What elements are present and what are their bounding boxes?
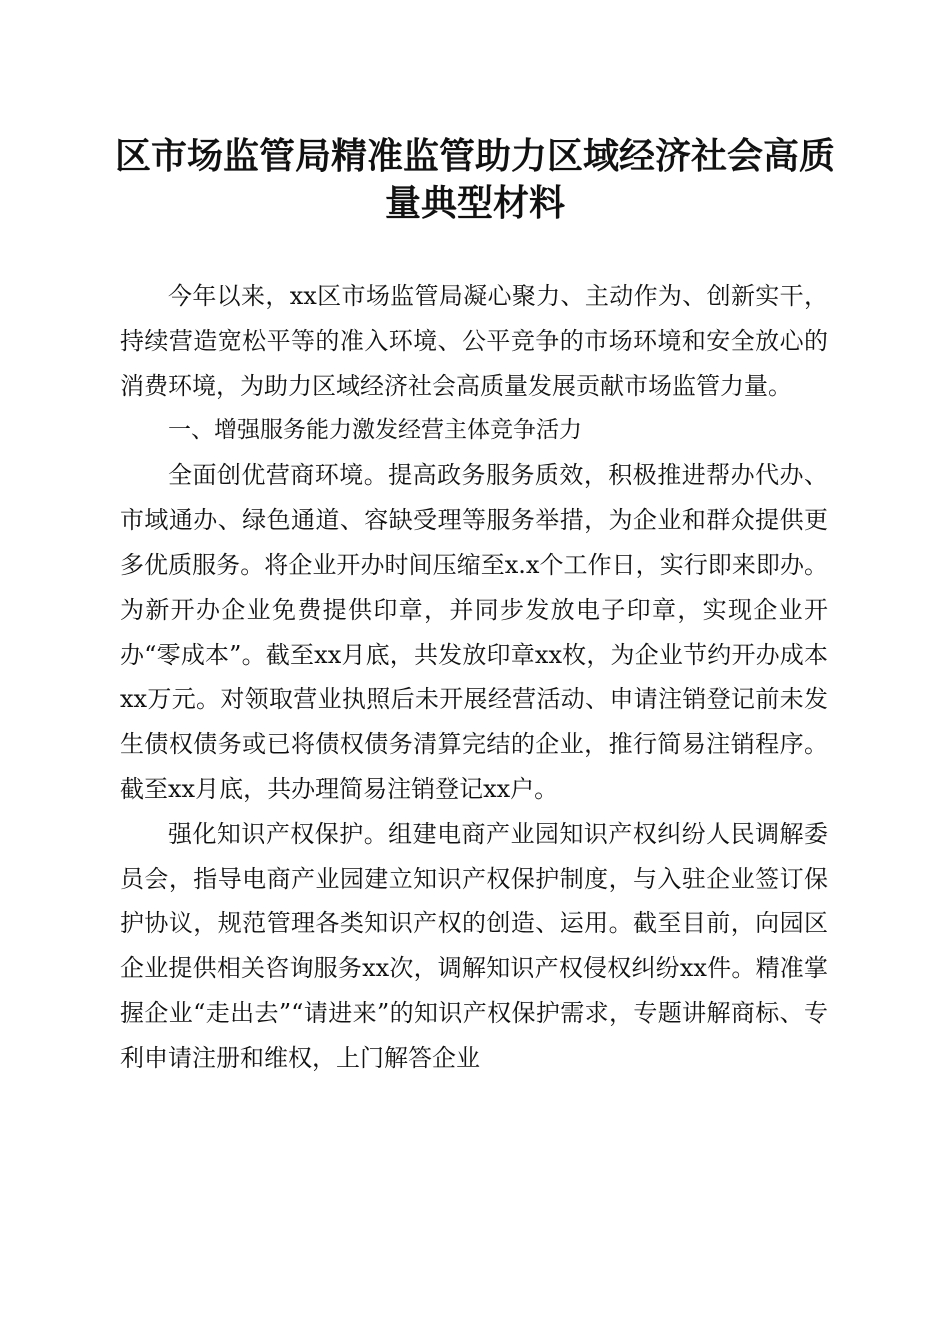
title-line-2: 量典型材料 [384,182,565,224]
document-body [120,274,828,1081]
intro-paragraph: 今年以来，xx区市场监管局凝心聚力、主动作为、创新实干，持续营造宽松平等的准入环境、公平竞争的市场环境和安全放心的消费环境，为助力区域经济社会高质量发展贡献市场监管力量。 [120,282,828,400]
business-environment-paragraph: 全面创优营商环境。提高政务服务质效，积极推进帮办代办、市域通办、绿色通道、容缺受理等服务举措，为企业和群众提供更多优质服务。将企业开办时间压缩至x.x个工作日，实行即来即办。为新开办企业免费提供印章，并同步发放电子印章，实现企业开办“零成本”。截至xx月底，共发放印章xx枚，为企业节约开办成本xx万元。对领取营业执照后未开展经营活动、申请注销登记前未发生债权债务或已将债权债务清算完结的企业，推行简易注销程序。截至xx月底，共办理简易注销登记xx户。 [120,461,828,803]
ip-protection-paragraph: 强化知识产权保护。组建电商产业园知识产权纠纷人民调解委员会，指导电商产业园建立知识产权保护制度，与入驻企业签订保护协议，规范管理各类知识产权的创造、运用。截至目前，向园区企业提供相关咨询服务xx次，调解知识产权侵权纠纷xx件。精准掌握企业“走出去”“请进来”的知识产权保护需求，专题讲解商标、专利申请注册和维权，上门解答企业 [120,819,828,1072]
section-heading-1: 一、增强服务能力激发经营主体竞争活力 [168,417,582,444]
document-title [100,133,850,227]
title-line-1: 区市场监管局精准监管助力区域经济社会高质 [114,135,835,177]
